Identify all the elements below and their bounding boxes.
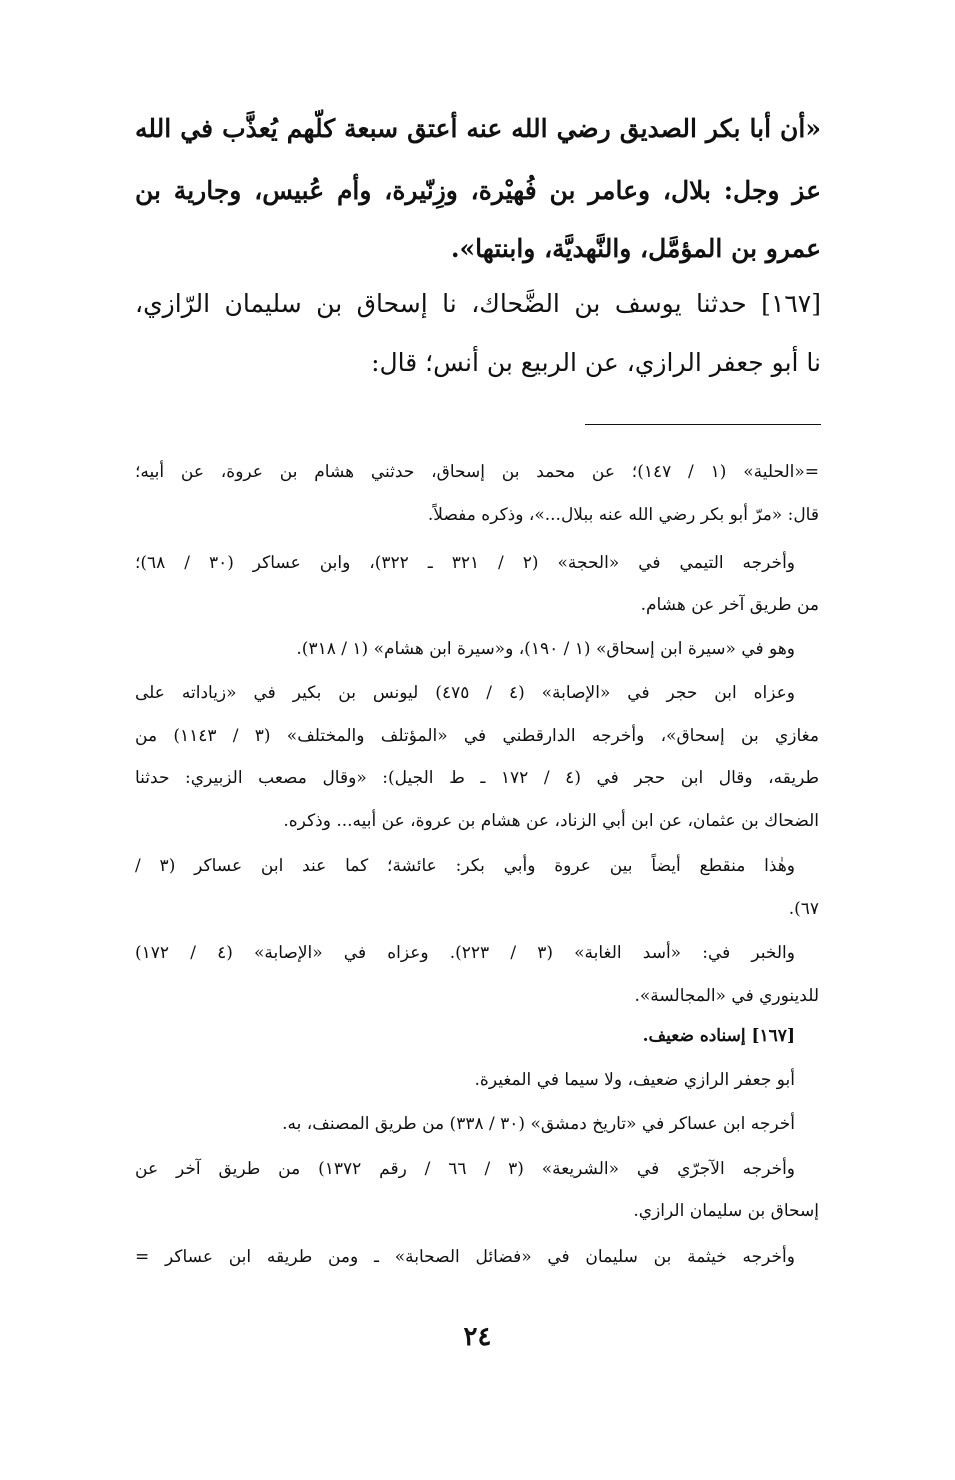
page-number: ٢٤ [463, 1322, 492, 1352]
main-text-line: عز وجل: بلال، وعامر بن فُهيْرة، وزِنّيرة، وأم عُبيس، وجارية بن [135, 176, 821, 205]
footnote-heading: [١٦٧] إسناده ضعيف. [642, 1026, 795, 1046]
footnote-line: مغازي بن إسحاق»، وأخرجه الدارقطني في «المؤتلف والمختلف» (٣ / ١١٤٣) من [135, 726, 819, 746]
footnote-line: وأخرجه التيمي في «الحجة» (٢ / ٣٢١ ـ ٣٢٢)، وابن عساكر (٣٠ / ٦٨)؛ [135, 553, 795, 573]
footnote-line: طريقه، وقال ابن حجر في (٤ / ١٧٢ ـ ط الجيل): «وقال مصعب الزبيري: حدثنا [135, 768, 820, 788]
footnote-line: وأخرجه الآجرّي في «الشريعة» (٣ / ٦٦ / رقم ١٣٧٢) من طريق آخر عن [135, 1159, 796, 1179]
footnote-line: أبو جعفر الرازي ضعيف، ولا سيما في المغيرة. [474, 1070, 795, 1090]
footnote-line: وهٰذا منقطع أيضاً بين عروة وأبي بكر: عائشة؛ كما عند ابن عساكر (٣ / [135, 856, 795, 876]
main-text-line: «أن أبا بكر الصديق رضي الله عنه أعتق سبعة كلّهم يُعذَّب في الله [135, 114, 821, 143]
footnote-line: وعزاه ابن حجر في «الإصابة» (٤ / ٤٧٥) ليونس بن بكير في «زياداته على [135, 683, 795, 703]
footnote-line: وأخرجه خيثمة بن سليمان في «فضائل الصحابة» ـ ومن طريقه ابن عساكر = [135, 1247, 795, 1267]
footnote-line: والخبر في: «أسد الغابة» (٣ / ٢٢٣). وعزاه في «الإصابة» (٤ / ١٧٢) [135, 943, 795, 963]
footnote-divider [585, 424, 821, 425]
footnote-line: للدينوري في «المجالسة». [634, 986, 819, 1006]
footnote-line: =«الحلية» (١ / ١٤٧)؛ عن محمد بن إسحاق، حدثني هشام بن عروة، عن أبيه؛ [135, 462, 819, 482]
footnote-line: قال: «مرّ أبو بكر رضي الله عنه ببلال...»، وذكره مفصلاً. [427, 505, 819, 525]
footnote-line: ٦٧). [788, 899, 819, 919]
main-text-line: نا أبو جعفر الرازي، عن الربيع بن أنس؛ قال: [371, 348, 821, 377]
footnote-line: من طريق آخر عن هشام. [640, 595, 819, 615]
footnote-line: أخرجه ابن عساكر في «تاريخ دمشق» (٣٠ / ٣٣٨) من طريق المصنف، به. [282, 1114, 795, 1134]
footnote-line: إسحاق بن سليمان الرازي. [633, 1201, 819, 1221]
main-text-line: عمرو بن المؤمَّل، والنَّهديَّة، وابنتها». [450, 234, 821, 263]
footnote-line: وهو في «سيرة ابن إسحاق» (١ / ١٩٠)، و«سيرة ابن هشام» (١ / ٣١٨). [296, 639, 795, 659]
footnote-line: الضحاك بن عثمان، عن ابن أبي الزناد، عن هشام بن عروة، عن أبيه... وذكره. [283, 811, 819, 831]
main-text-line: [١٦٧] حدثنا يوسف بن الضَّحاك، نا إسحاق بن سليمان الرّازي، [135, 289, 821, 318]
